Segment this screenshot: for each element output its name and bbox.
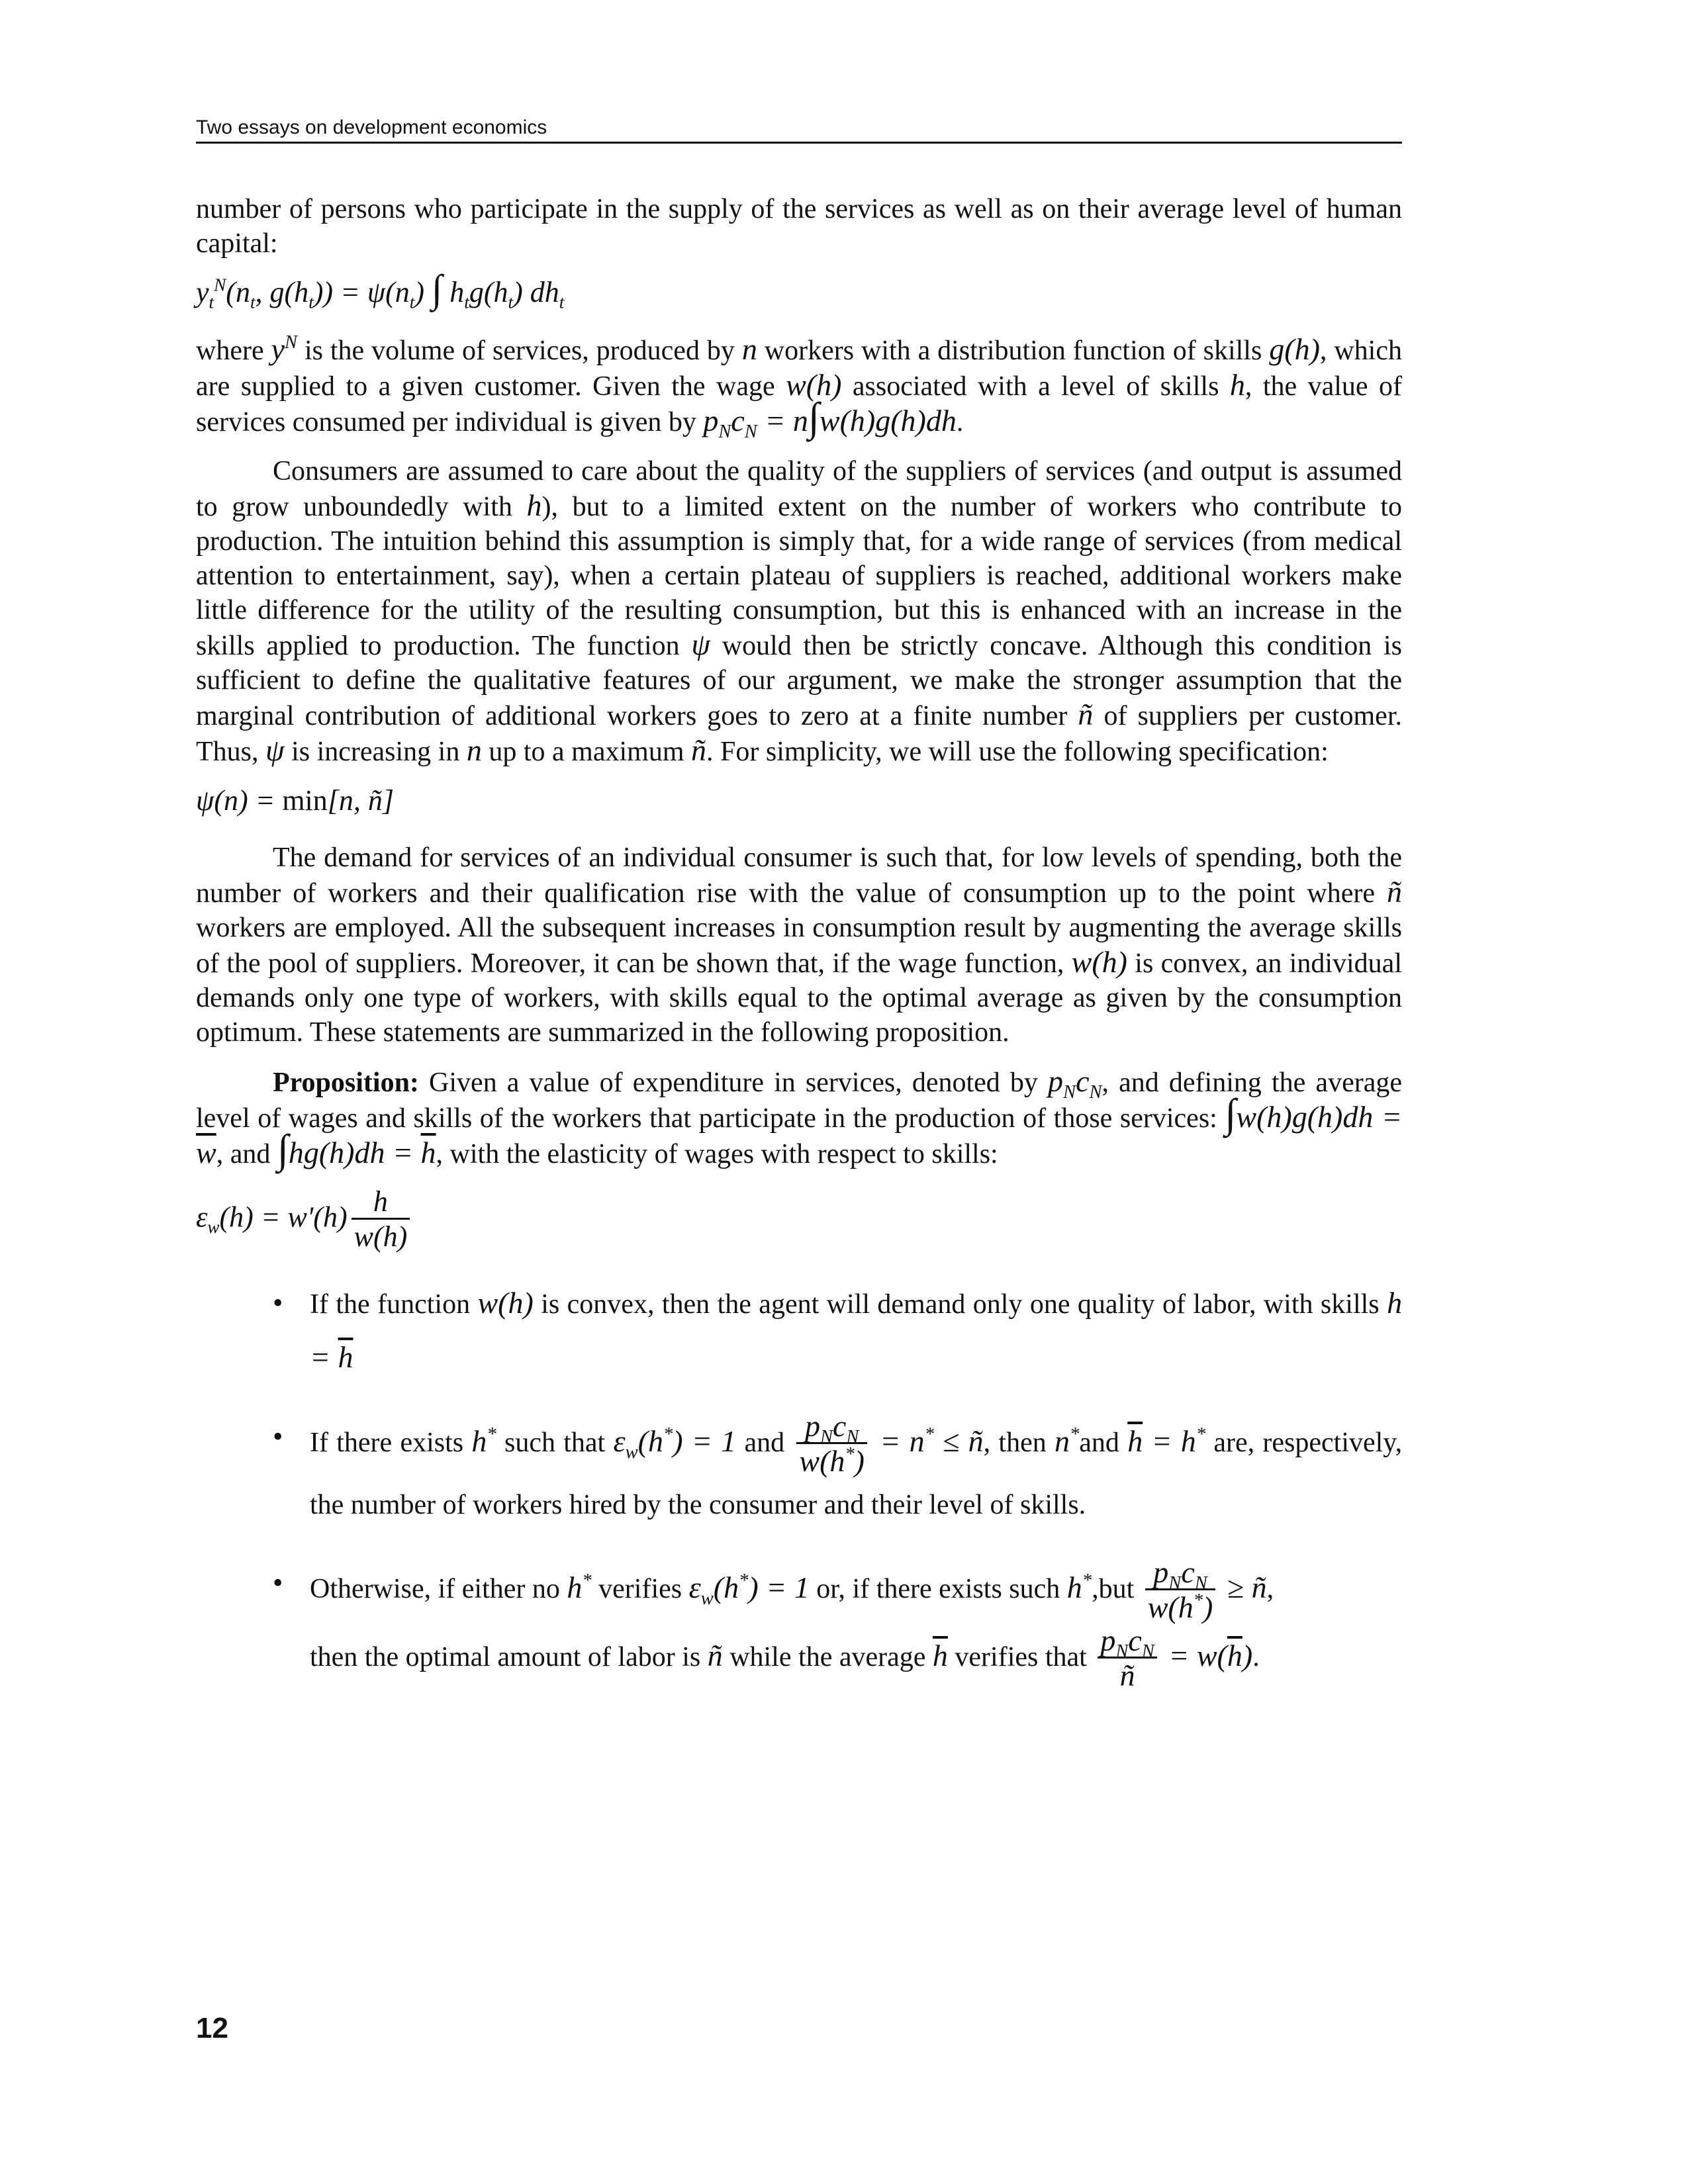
equation-psi: ψ(n) = min[n, ñ] [196, 784, 395, 817]
text: would then be strictly concave. Although this condition is sufficient to define the qualitative features of our argument, we make the stronger assumption that the marginal contribution of additional workers goes to zero at a finite number [196, 631, 1403, 731]
page-number: 12 [196, 2012, 228, 2044]
text: If there exists [310, 1428, 464, 1459]
text: up to a maximum [489, 737, 684, 767]
text: where [196, 336, 264, 366]
text: such that [504, 1428, 606, 1459]
text: is convex, then the agent will demand only one quality of labor, with skills [541, 1289, 1380, 1320]
equation-production: $y_t^N(n_t$, $g(h_t)) = \psi(n_t)$ ∫ $h_tg(h_t)$ $dh_t$ [196, 267, 565, 312]
text: number of persons who participate in the supply of the services as well as on their average level of human capital: [196, 194, 1402, 259]
text: is increasing in [291, 737, 460, 767]
proposition-label: Proposition: [273, 1068, 419, 1098]
text: Otherwise, if either no [310, 1574, 560, 1605]
text: workers with a distribution function of skills [764, 336, 1262, 366]
text: of suppliers per customer. Thus, [196, 701, 1402, 767]
paragraph-4: The demand for services of an individual consumer is such that, for low levels of spending, both the number of workers and their qualification rise with the value of consumption up to the point where ñ workers are employed. All the subsequent increases in consumption result by augmenting the average skills of the pool of suppliers. Moreover, it can be shown that, if the wage function, w(h) is convex, an individual demands only one type of workers, with skills equal to the optimal average as given by the consumption optimum. These statements are summarized in the following proposition. [196, 842, 1402, 1048]
text: , and [216, 1139, 271, 1169]
text: ,but [1092, 1574, 1135, 1605]
paragraph-5: Proposition: Given a value of expenditure in services, denoted by $p_Nc_N$, and defining the average level of wages and skills of the workers that participate in the production of those services: $\int w(h)g(h)dh = \overline{w}$, and $\int hg(h)dh = \overline{h}$, with the elasticity of wages with respect to skills: [196, 1064, 1402, 1172]
text: is convex, an individual demands only one type of workers, with skills equal to the optimal average as given by the consumption optimum. These statements are summarized in the following proposition. [196, 948, 1402, 1048]
text: Given a value of expenditure in services, denoted by [429, 1068, 1038, 1098]
bullet-icon: • [273, 1420, 283, 1453]
bullet-3: • Otherwise, if either no h* verifies $\varepsilon_w(h^*) = 1$ or, if there exists such h*,but $\frac{p_Nc_N}{w(h^*)}$ ≥ ñ, then the optimal amount of labor is ñ while the average $\overline{h}$ verifies that $\frac{p_Nc_N}{ñ}$ = $w(\overline{h})$. [273, 1555, 1274, 1692]
paragraph-1 [196, 192, 1402, 261]
equation-elasticity: $\varepsilon_w(h) = w'(h)$ $\frac{h}{w(h)}$ [196, 1186, 1402, 1254]
bullet-icon: • [273, 1287, 283, 1319]
text: and [744, 1428, 785, 1459]
bullet-2: • If there exists h* such that $\varepsilon_w(h^*) = 1$ and $\frac{p_Nc_N}{w(h^*)}$ = n* ≤ ñ, then n*and $\overline{h} = h^*$ are, respectively, the number of workers hired by the consumer and their level of skills. [273, 1409, 1403, 1520]
text: workers are employed. All the subsequent increases in consumption result by augmenting the average skills of the pool of suppliers. Moreover, it can be shown that, if the wage function, [196, 913, 1402, 979]
text: ), but to a limited extent on the number of workers who contribute to production. The intuition behind this assumption is simply that, for a wide range of services (from medical attention to entertainment, say), when a certain plateau of suppliers is reached, additional workers make little difference for the utility of the resulting consumption, but this is enhanced with an increase in the skills applied to production. The function [196, 492, 1403, 661]
text: , and defining the average level of wages and skills of the workers that participate in the production of those services: [196, 1068, 1402, 1134]
text: are, respectively, the number of workers hired by the consumer and their level of skills. [310, 1428, 1403, 1520]
bullet-icon: • [273, 1567, 283, 1599]
text: verifies that [955, 1642, 1087, 1673]
text: is the volume of services, produced by [304, 336, 735, 366]
text: and [1079, 1428, 1119, 1459]
paragraph-3: Consumers are assumed to care about the quality of the suppliers of services (and output is assumed to grow unboundedly with h), but to a limited extent on the number of workers who contribute to production. The intuition behind this assumption is simply that, for a wide range of services (from medical attention to entertainment, say), when a certain plateau of suppliers is reached, additional workers make little difference for the utility of the resulting consumption, but this is enhanced with an increase in the skills applied to production. The function ψ would then be strictly concave. Although this condition is sufficient to define the qualitative features of our argument, we make the stronger assumption that the marginal contribution of additional workers goes to zero at a finite number ñ of suppliers per customer. Thus, ψ is increasing in n up to a maximum ñ. For simplicity, we will use the following specification: [196, 456, 1403, 767]
text: , which are supplied to a given customer. Given the wage [196, 336, 1402, 402]
proposition-bullets [196, 1277, 1402, 1693]
bullet-1: • If the function w(h) is convex, then the agent will demand only one quality of labor, with skills $h = \overline{h}$ [196, 1277, 1402, 1385]
text: verifies [598, 1574, 682, 1605]
running-header [196, 116, 1402, 144]
text: The demand for services of an individual consumer is such that, for low levels of spending, both the number of workers and their qualification rise with the value of consumption up to the point where [196, 842, 1402, 909]
text: . For simplicity, we will use the following specification: [706, 737, 1329, 767]
text: Consumers are assumed to care about the quality of the suppliers of services (and output is assumed to grow unboundedly with [196, 456, 1402, 522]
text: while the average [729, 1642, 926, 1673]
running-title: Two essays on development economics [196, 116, 547, 138]
text: , with the elasticity of wages with respect to skills: [436, 1139, 998, 1169]
text: If the function [310, 1289, 471, 1320]
text: or, if there exists such [816, 1574, 1060, 1605]
paragraph-2: where $y^N$ is the volume of services, produced by n workers with a distribution function of skills g(h), which are supplied to a given customer. Given the wage w(h) associated with a level of skills h, the value of services consumed per individual is given by $p_Nc_N = n\int w(h)g(h)dh$. [196, 332, 1403, 442]
text: , the value of services consumed per individual is given by [196, 371, 1403, 437]
text: , then [983, 1428, 1047, 1459]
page-body [196, 192, 1402, 1718]
text: then the optimal amount of labor is [310, 1642, 701, 1673]
text: associated with a level of skills [852, 371, 1219, 402]
